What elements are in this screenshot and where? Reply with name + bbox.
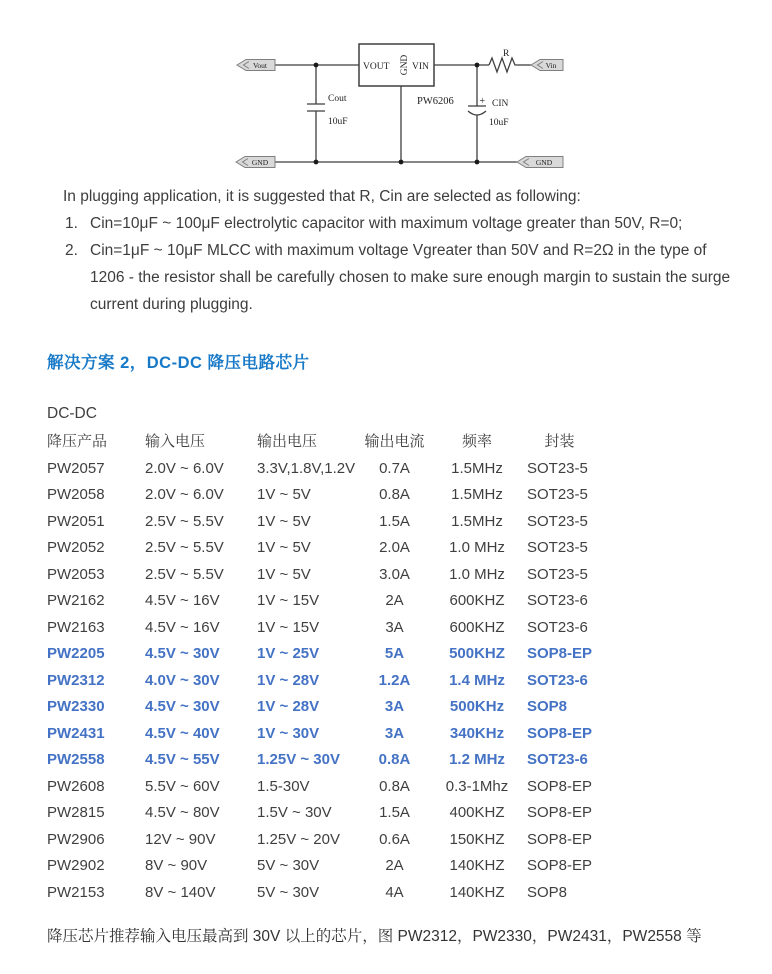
dcdc-table [47,429,597,906]
dcdc-table-body [47,456,597,907]
table-cell: PW2205 [47,645,105,662]
note-intro: In plugging application, it is suggested that R, Cin are selected as following: [63,188,581,205]
table-cell: SOT23-6 [527,592,588,609]
table-cell: 3.3V,1.8V,1.2V [257,459,356,477]
table-cell: 1V ~ 5V [257,486,311,503]
table-cell: 8V ~ 140V [145,883,216,901]
column-header: 封装 [544,433,575,450]
table-cell: 12V ~ 90V [145,830,216,848]
table-cell: PW2558 [47,751,105,768]
table-cell: 140KHZ [449,857,505,874]
table-cell: 1.2 MHz [449,751,505,768]
table-cell: SOT23-5 [527,512,588,530]
table-cell: 3.0A [379,565,410,583]
table-row [47,535,597,562]
table-cell: 2A [385,857,404,874]
table-cell: SOP8-EP [527,777,593,795]
table-cell: 3A [384,724,405,742]
table-cell: SOP8-EP [527,645,593,662]
table-cell: PW2153 [47,883,105,901]
table-cell: 600KHZ [449,618,505,636]
table-cell: PW2053 [47,565,105,583]
chip-name-label: PW6206 [417,96,454,107]
table-cell: 4.5V ~ 16V [145,618,220,636]
table-cell: SOP8-EP [527,724,593,742]
table-cell: 400KHZ [449,804,505,821]
table-cell: 140KHZ [449,883,505,901]
column-header: 频率 [461,433,492,450]
cin-value-label: 10uF [489,118,509,128]
table-row [47,747,597,774]
junction-dot [475,63,480,68]
table-row [47,641,597,668]
table-cell: PW2902 [47,857,105,874]
table-cell: 1.5-30V [257,777,310,795]
vout-tag-label: Vout [252,61,268,70]
table-title: DC-DC [47,405,97,422]
table-cell: PW2906 [47,830,105,848]
table-cell: 1.0 MHz [449,539,505,556]
table-cell: 4.5V ~ 30V [145,698,220,715]
table-cell: 1V ~ 25V [257,645,320,662]
table-cell: SOT23-6 [527,671,588,689]
list-item-number: 1. [65,215,78,232]
table-row [47,562,597,589]
table-cell: SOT23-6 [527,618,588,636]
table-cell: 150KHZ [449,830,505,848]
table-cell: 1.5A [379,804,410,821]
table-row [47,880,597,907]
table-cell: 340KHz [449,724,505,742]
table-cell: 1V ~ 5V [257,512,311,530]
table-cell: 1.2A [378,671,411,689]
table-cell: 4.5V ~ 16V [145,592,220,609]
table-cell: 1.5V ~ 30V [257,804,332,821]
list-item [63,210,745,237]
table-cell: SOP8-EP [527,857,593,874]
table-cell: 1V ~ 15V [257,618,320,636]
table-cell: SOP8 [527,883,568,901]
table-cell: 2.5V ~ 5.5V [145,539,224,556]
table-cell: PW2815 [47,804,105,821]
table-cell: 4.0V ~ 30V [145,671,220,689]
table-row [47,853,597,880]
table-cell: 5V ~ 30V [257,857,320,874]
table-cell: 2.0V ~ 6.0V [145,459,224,477]
table-cell: 1.5MHz [451,459,503,477]
table-cell: SOT23-5 [527,539,588,556]
table-row [47,482,597,509]
table-cell: SOP8-EP [527,830,593,848]
table-cell: PW2058 [47,486,105,503]
list-item [63,237,745,318]
table-cell: PW2608 [47,777,105,795]
circuit-diagram [0,0,772,180]
table-cell: 2.0V ~ 6.0V [145,486,224,503]
table-cell: 1.25V ~ 30V [257,751,340,768]
table-cell: 0.8A [378,751,411,768]
table-row [47,509,597,536]
table-cell: 3A [385,618,404,636]
table-cell: PW2057 [47,459,105,477]
table-row [47,668,597,695]
table-cell: PW2052 [47,539,105,556]
table-cell: 1V ~ 15V [257,592,320,609]
table-cell: 1.4 MHz [449,671,505,689]
cout-name-label: Cout [328,94,347,104]
table-cell: PW2163 [47,618,105,636]
table-cell: 1.5MHz [451,486,503,503]
vout-pin-label: VOUT [363,62,390,72]
column-header: 输入电压 [145,433,206,450]
cin-capacitor [468,111,486,115]
table-cell: 4A [385,883,404,901]
table-cell: 1V ~ 5V [257,565,311,583]
gnd-left-tag-label: GND [251,158,269,167]
cout-value-label: 10uF [328,117,348,127]
column-header: 降压产品 [47,433,108,450]
junction-dot [314,63,319,68]
dcdc-table-container [47,429,597,906]
table-cell: SOT23-5 [527,459,588,477]
table-cell: 0.8A [379,486,410,503]
table-cell: SOT23-5 [527,565,588,583]
table-cell: 500KHZ [449,645,505,662]
resistor [489,58,518,72]
table-cell: PW2330 [47,698,105,715]
plugging-note [63,183,745,318]
gnd-pin-label: GND [400,54,410,76]
table-row [47,774,597,801]
cin-name-label: CIN [492,99,509,109]
table-cell: 4.5V ~ 40V [145,724,220,742]
junction-dot [399,160,404,165]
list-item-text: Cin=1μF ~ 10μF MLCC with maximum voltage Vgreater than 50V and R=2Ω in the type of 1206 - the resistor shall be carefully chosen to make sure enough margin to sustain the surge current during plugging. [90,242,731,313]
list-item-text: Cin=10μF ~ 100μF electrolytic capacitor with maximum voltage greater than 50V, R=0; [90,215,683,232]
table-cell: SOT23-6 [527,751,588,768]
table-row [47,456,597,483]
table-cell: 1.5MHz [451,512,503,530]
table-cell: 600KHZ [449,592,505,609]
table-row [47,615,597,642]
table-cell: 5.5V ~ 60V [145,777,220,795]
table-row [47,827,597,854]
table-cell: PW2312 [47,671,105,689]
table-cell: 0.6A [379,830,410,848]
vin-tag-label: Vin [545,61,557,70]
column-header: 输出电压 [257,433,318,450]
table-cell: PW2431 [47,724,105,742]
table-cell: 2A [385,592,404,609]
table-cell: 2.0A [379,539,410,556]
table-row [47,721,597,748]
list-item-number: 2. [65,242,78,259]
table-cell: 1.5A [379,512,410,530]
table-cell: 5A [384,645,405,662]
table-cell: 1V ~ 28V [257,671,320,689]
junction-dot [475,160,480,165]
section-heading: 解决方案 2，DC-DC 降压电路芯片 [47,354,310,372]
resistor-label: R [503,49,510,59]
table-cell: 0.7A [379,459,410,477]
table-cell: 2.5V ~ 5.5V [145,565,224,583]
table-cell: 4.5V ~ 80V [145,804,220,821]
vin-pin-label: VIN [412,62,429,72]
table-cell: 4.5V ~ 55V [145,751,220,768]
table-cell: SOT23-5 [527,486,588,503]
cin-plus-sign: + [479,96,485,107]
table-cell: 3A [384,698,405,715]
table-cell: 2.5V ~ 5.5V [145,512,224,530]
table-cell: PW2051 [47,512,105,530]
table-cell: 5V ~ 30V [257,883,320,901]
table-cell: 4.5V ~ 30V [145,645,220,662]
table-cell: 8V ~ 90V [145,857,208,874]
table-cell: 0.8A [379,777,410,795]
table-cell: SOP8-EP [527,804,593,821]
table-cell: 1V ~ 28V [257,698,320,715]
table-cell: 1V ~ 5V [257,539,311,556]
gnd-right-tag-label: GND [535,158,553,167]
table-cell: 1.0 MHz [449,565,505,583]
table-row [47,588,597,615]
table-cell: 1.25V ~ 20V [257,830,340,848]
table-cell: 0.3-1Mhz [445,777,509,795]
footer-note: 降压芯片推荐输入电压最高到 30V 以上的芯片，图 PW2312，PW2330，PW2431，PW2558 等 [47,928,702,945]
note-list [63,210,745,318]
table-row [47,800,597,827]
table-cell: SOP8 [527,698,568,715]
table-cell: 1V ~ 30V [257,724,320,742]
table-cell: PW2162 [47,592,105,609]
column-header: 输出电流 [364,433,425,450]
junction-dot [314,160,319,165]
dcdc-table-header-row [47,429,597,456]
table-cell: 500KHz [449,698,505,715]
table-row [47,694,597,721]
